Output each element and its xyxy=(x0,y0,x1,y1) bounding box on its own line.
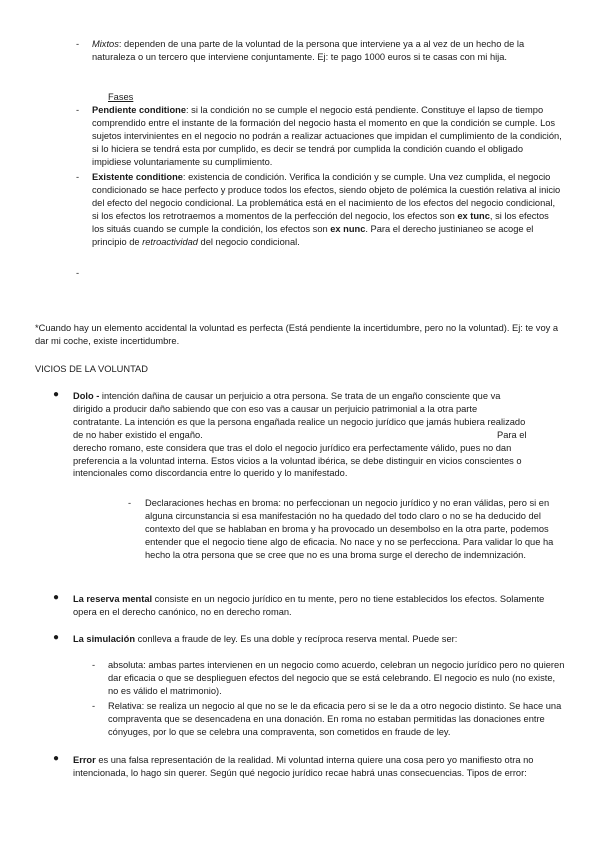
simulacion-item xyxy=(53,632,568,646)
pendiente-item xyxy=(76,104,562,169)
dolo-line-4b: Para el xyxy=(497,429,527,440)
dash-bullet: - xyxy=(128,498,132,508)
dolo-line-3: contratante. La intención es que la persona engañada realice un negocio jurídico que jamás hubiera realizado xyxy=(73,416,526,427)
relativa-text: Relativa: se realiza un negocio al que no se le da eficacia pero si se le da a otro negocio distinto. Se hace una compraventa que se desencadena en una donación. En roma no estaban permitidas las donaciones entre cónyuges, por lo que se celebra una compraventa, son cometidos en fraude de ley. xyxy=(108,701,562,737)
simulacion-text: conlleva a fraude de ley. Es una doble y recíproca reserva mental. Puede ser: xyxy=(135,634,458,644)
fases-heading: Fases xyxy=(108,92,134,102)
ex-nunc-term: ex nunc xyxy=(330,223,366,234)
dolo-line-6: preferencia a la voluntad interna. Estos vicios a la voluntad ibérica, se debe distinguir en vicios conscientes o xyxy=(73,455,522,466)
existente-text-4: del negocio condicional. xyxy=(197,236,300,247)
simulacion-term: La simulación xyxy=(73,634,135,644)
bullet-dot: ● xyxy=(53,753,60,764)
existente-text-1: : existencia de condición. Verifica la condición y se cumple. Una vez cumplida, el negocio condicionado se hace perfecto y produce todos los efectos, siendo objeto de polémica la cuestión relativa al inicio del efecto del negocio condicional. La problemática está en el nacimiento de los efectos del negocio condicional, si los efectos los retrotraemos a momentos de la perfección del negocio, los efectos son xyxy=(92,172,561,221)
dolo-line-1: intención dañina de causar un perjuicio a otra persona. Se trata de un engaño consciente que va xyxy=(99,391,501,401)
dash-bullet: - xyxy=(76,268,80,278)
note-paragraph: *Cuando hay un elemento accidental la voluntad es perfecta (Está pendiente la incertidumbre, pero no la voluntad). Ej: te voy a dar mi coche, existe incertidumbre. xyxy=(35,323,559,346)
reserva-term: La reserva mental xyxy=(73,594,153,604)
dash-bullet: - xyxy=(92,701,96,711)
dash-bullet: - xyxy=(76,172,80,182)
vicios-heading: VICIOS DE LA VOLUNTAD xyxy=(35,364,148,374)
pendiente-text: : si la condición no se cumple el negocio está pendiente. Constituye el lapso de tiempo comprendido entre el instante de la formación del negocio hasta el momento en que la condición se cumple. Los sujetos intervinientes en el negocio no podrán a realizar actuaciones que impidan el cumplimiento de la condición, si lo hiciera se tendrá esta por cumplido, es decir se tendrá por cumplida la condición cuando el obligado impidiese voluntariamente su cumplimiento. xyxy=(92,105,562,167)
bullet-dot: ● xyxy=(53,389,60,400)
mixtos-term: Mixtos xyxy=(92,39,119,49)
reserva-item xyxy=(53,592,568,619)
dash-bullet: - xyxy=(76,39,80,49)
dolo-line-5: derecho romano, este considera que tras el dolo el negocio jurídico era perfectamente válido, pues no dan xyxy=(73,442,512,453)
existente-text-2: , si los efectos los situás cuando se cumple la condición, los efectos son xyxy=(92,210,549,234)
error-text: es una falsa representación de la realidad. Mi voluntad interna quiere una cosa pero yo manifiesto otra no intencionada, lo hago sin querer. Según qué negocio jurídico recae habrá unas consecuencias. Tipos de error: xyxy=(73,755,534,778)
ex-tunc-term: ex tunc xyxy=(457,210,490,221)
mixtos-text: : dependen de una parte de la voluntad de la persona que interviene ya a al vez de un hecho de la naturaleza o un tercero que interviene conjuntamente. Ej: te pago 1000 euros si te casas con mi hija. xyxy=(92,39,525,62)
pendiente-term: Pendiente conditione xyxy=(92,105,187,115)
bullet-dot: ● xyxy=(53,632,60,643)
relativa-item xyxy=(92,700,566,739)
dolo-term: Dolo - xyxy=(73,391,100,401)
broma-text: Declaraciones hechas en broma: no perfeccionan un negocio jurídico y no eran válidas, pero si en alguna circunstancia si esa manifestación no ha quedado del todo claro o no se ha deducido del contexto del que se hablaban en broma y ha provocado un desembolso en la otra parte, podemos entender que el negocio tiene algo de eficacia. No nace y no se perfecciona. Para validar lo que ha hecho la otra persona que se cree que no es una broma surge el derecho de indemnización. xyxy=(145,498,554,560)
absoluta-text: absoluta: ambas partes intervienen en un negocio como acuerdo, celebran un negocio jurídico pero no quieren dar eficacia o que se desplieguen efectos del negocio que se está celebrando. El negocio es nulo (no existe, no es válido el matrimonio). xyxy=(108,660,565,696)
existente-term: Existente conditione xyxy=(92,172,183,182)
error-item xyxy=(53,753,568,780)
retroactividad-term: retroactividad xyxy=(142,236,198,247)
dolo-line-4: de no haber existido el engaño. xyxy=(73,429,203,440)
dolo-item xyxy=(53,389,568,480)
dash-bullet: - xyxy=(76,105,80,115)
bullet-dot: ● xyxy=(53,592,60,603)
error-term: Error xyxy=(73,755,96,765)
mixtos-item xyxy=(76,38,562,64)
absoluta-item xyxy=(92,659,566,698)
existente-text-3: . Para el derecho justinianeo se acoge el principio de xyxy=(92,223,534,247)
dash-bullet: - xyxy=(92,660,96,670)
dolo-line-7: intencionales como discordancia entre lo querido y lo manifestado. xyxy=(73,468,348,479)
broma-item xyxy=(128,497,563,562)
existente-item xyxy=(76,171,562,248)
dolo-line-2: dirigido a producir daño sabiendo que con eso vas a causar un perjuicio patrimonial a la otra parte xyxy=(73,403,478,414)
reserva-text: consiste en un negocio jurídico en tu mente, pero no tiene establecidos los efectos. Solamente opera en el derecho canónico, no en derecho roman. xyxy=(73,594,545,617)
